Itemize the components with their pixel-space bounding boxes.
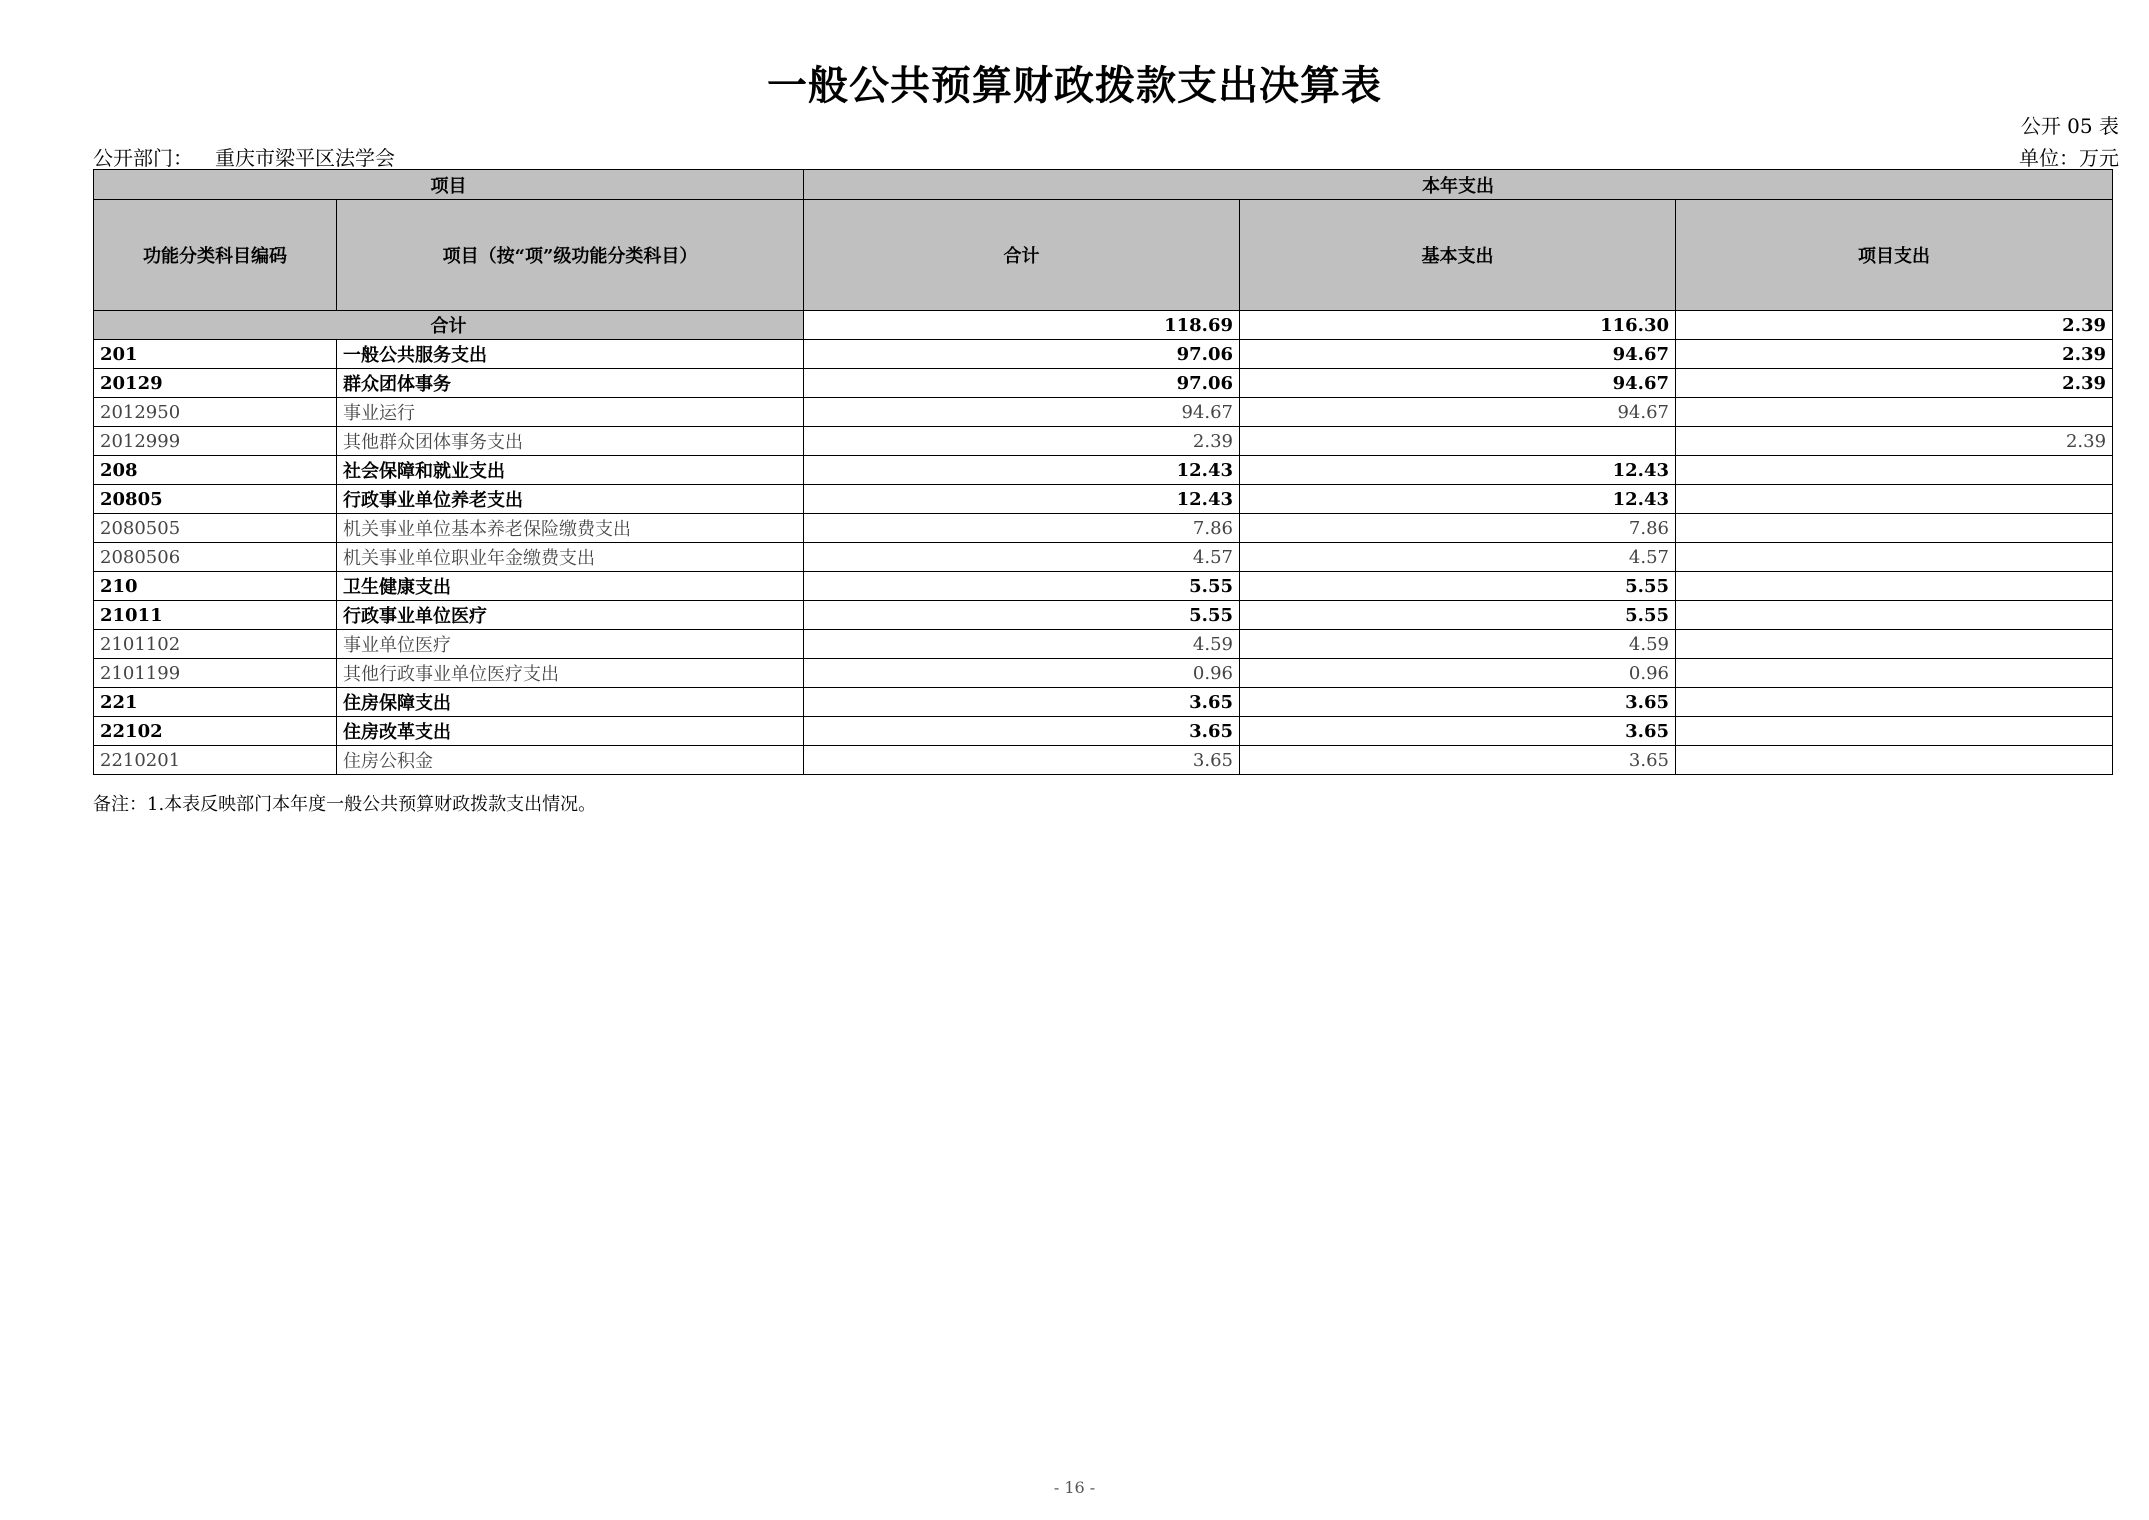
table-row [94,717,2113,746]
row-name: 行政事业单位养老支出 [337,485,804,514]
table-row [94,688,2113,717]
row-basic: 5.55 [1240,572,1676,601]
row-name: 卫生健康支出 [337,572,804,601]
row-basic: 12.43 [1240,485,1676,514]
row-code: 2080505 [94,514,337,543]
row-code: 22102 [94,717,337,746]
row-basic: 0.96 [1240,659,1676,688]
row-name: 事业单位医疗 [337,630,804,659]
row-project [1676,688,2113,717]
header-current-year: 本年支出 [804,170,2113,200]
row-total: 3.65 [804,746,1240,775]
column-header-name: 项目（按“项”级功能分类科目） [337,200,804,311]
total-row [94,311,2113,340]
table-row [94,746,2113,775]
header-item: 项目 [94,170,804,200]
total-amount: 118.69 [804,311,1240,340]
row-basic: 3.65 [1240,746,1676,775]
row-name: 社会保障和就业支出 [337,456,804,485]
page-title: 一般公共预算财政拨款支出决算表 [767,62,1382,109]
page-number: - 16 - [1053,1478,1096,1497]
row-name: 其他群众团体事务支出 [337,427,804,456]
table-row [94,572,2113,601]
row-name: 事业运行 [337,398,804,427]
row-basic: 7.86 [1240,514,1676,543]
row-code: 2080506 [94,543,337,572]
row-code: 2101102 [94,630,337,659]
row-total: 0.96 [804,659,1240,688]
row-total: 97.06 [804,340,1240,369]
row-total: 97.06 [804,369,1240,398]
row-project [1676,659,2113,688]
row-project: 2.39 [1676,340,2113,369]
header-row-top [94,170,2113,200]
row-code: 201 [94,340,337,369]
row-code: 21011 [94,601,337,630]
row-code: 2012999 [94,427,337,456]
row-name: 机关事业单位职业年金缴费支出 [337,543,804,572]
row-code: 2012950 [94,398,337,427]
row-basic: 3.65 [1240,688,1676,717]
column-header-code: 功能分类科目编码 [94,200,337,311]
row-total: 94.67 [804,398,1240,427]
row-basic [1240,427,1676,456]
row-total: 4.57 [804,543,1240,572]
row-name: 群众团体事务 [337,369,804,398]
table-row [94,456,2113,485]
table-row [94,398,2113,427]
row-total: 3.65 [804,688,1240,717]
row-total: 4.59 [804,630,1240,659]
row-total: 3.65 [804,717,1240,746]
table-row [94,630,2113,659]
row-basic: 94.67 [1240,369,1676,398]
row-code: 20805 [94,485,337,514]
unit-label: 单位：万元 [2019,146,2119,170]
department-label: 公开部门： [93,146,193,170]
total-label: 合计 [94,311,804,340]
row-project [1676,543,2113,572]
form-number: 公开 05 表 [2020,114,2119,138]
table-row [94,514,2113,543]
row-name: 行政事业单位医疗 [337,601,804,630]
row-name: 其他行政事业单位医疗支出 [337,659,804,688]
row-total: 7.86 [804,514,1240,543]
table-row [94,601,2113,630]
column-header-project: 项目支出 [1676,200,2113,311]
department-line [93,142,395,171]
row-total: 2.39 [804,427,1240,456]
row-basic: 4.59 [1240,630,1676,659]
row-project [1676,485,2113,514]
row-basic: 94.67 [1240,398,1676,427]
row-project [1676,398,2113,427]
table-row [94,340,2113,369]
row-code: 20129 [94,369,337,398]
row-name: 住房保障支出 [337,688,804,717]
total-project: 2.39 [1676,311,2113,340]
row-basic: 12.43 [1240,456,1676,485]
row-basic: 4.57 [1240,543,1676,572]
column-header-total: 合计 [804,200,1240,311]
table-row [94,427,2113,456]
row-project [1676,456,2113,485]
total-basic: 116.30 [1240,311,1676,340]
row-name: 住房改革支出 [337,717,804,746]
row-total: 12.43 [804,456,1240,485]
department-value: 重庆市梁平区法学会 [215,146,395,170]
row-project [1676,630,2113,659]
row-project [1676,514,2113,543]
row-code: 2101199 [94,659,337,688]
row-total: 5.55 [804,601,1240,630]
row-basic: 3.65 [1240,717,1676,746]
row-project [1676,717,2113,746]
row-name: 住房公积金 [337,746,804,775]
row-code: 221 [94,688,337,717]
header-row-columns [94,200,2113,311]
table-row [94,543,2113,572]
footnote: 备注：1.本表反映部门本年度一般公共预算财政拨款支出情况。 [93,794,597,815]
row-project: 2.39 [1676,427,2113,456]
row-total: 12.43 [804,485,1240,514]
row-project [1676,601,2113,630]
row-code: 208 [94,456,337,485]
row-name: 机关事业单位基本养老保险缴费支出 [337,514,804,543]
row-code: 2210201 [94,746,337,775]
table-row [94,369,2113,398]
row-basic: 5.55 [1240,601,1676,630]
row-name: 一般公共服务支出 [337,340,804,369]
table-row [94,659,2113,688]
expenditure-table [93,169,2113,775]
row-project [1676,746,2113,775]
row-project: 2.39 [1676,369,2113,398]
row-basic: 94.67 [1240,340,1676,369]
row-code: 210 [94,572,337,601]
table-row [94,485,2113,514]
row-project [1676,572,2113,601]
column-header-basic: 基本支出 [1240,200,1676,311]
row-total: 5.55 [804,572,1240,601]
